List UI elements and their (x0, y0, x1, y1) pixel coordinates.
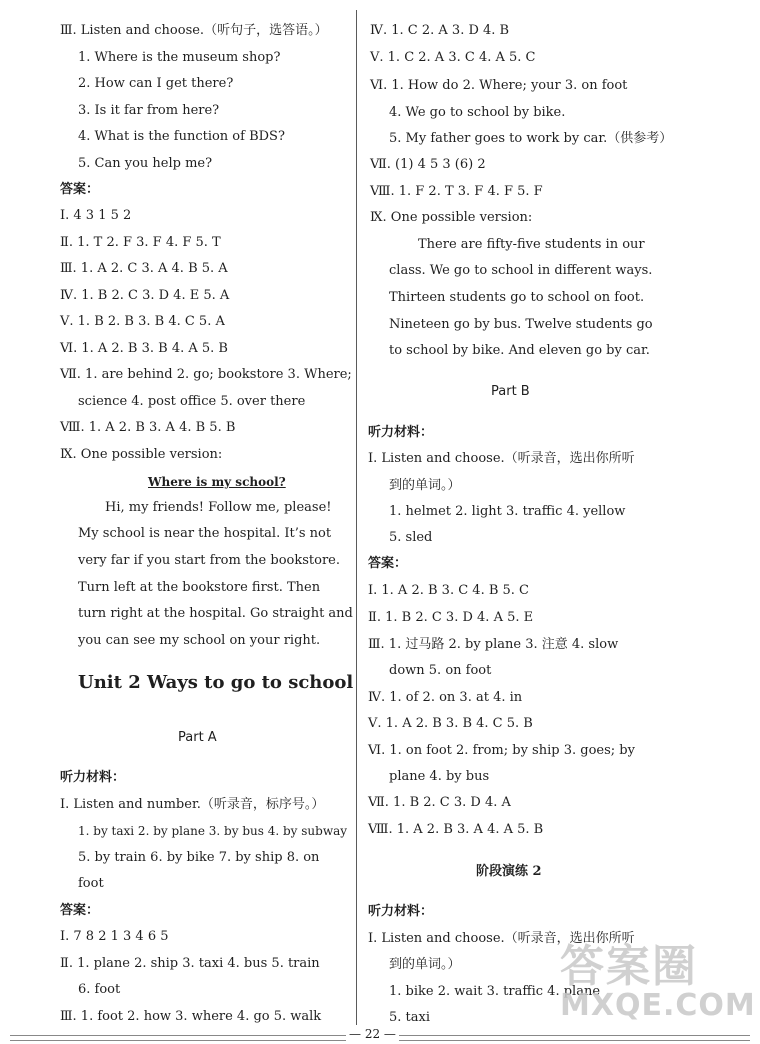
text-line: 5. sled (389, 530, 433, 545)
stage-practice-heading: 阶段演练 2 (476, 864, 542, 879)
unit-title: Unit 2 Ways to go to school (78, 672, 354, 693)
answer-line: 6. foot (78, 982, 121, 997)
answer-line: Ⅶ. 1. are behind 2. go; bookstore 3. Where; (60, 367, 352, 382)
text-line: 5. taxi (389, 1010, 430, 1025)
answer-line: Ⅷ. 1. A 2. B 3. A 4. A 5. B (368, 822, 544, 837)
text-line: 1. bike 2. wait 3. traffic 4. plane (389, 984, 601, 999)
answer-line: Ⅴ. 1. C 2. A 3. C 4. A 5. C (370, 50, 536, 65)
answer-line: Ⅸ. One possible version: (370, 210, 533, 225)
answer-line: Ⅵ. 1. on foot 2. from; by ship 3. goes; by (368, 743, 635, 758)
text-line: foot (78, 876, 104, 891)
answer-line: Ⅵ. 1. A 2. B 3. B 4. A 5. B (60, 341, 228, 356)
essay-line: very far if you start from the bookstore. (78, 553, 340, 568)
text-line: 3. Is it far from here? (78, 103, 220, 118)
essay-line: Nineteen go by bus. Twelve students go (389, 317, 653, 332)
section-heading: Ⅰ. Listen and choose.（听录音，选出你所听 (368, 931, 635, 946)
answers-heading: 答案： (60, 903, 100, 918)
answer-line: Ⅳ. 1. C 2. A 3. D 4. B (370, 23, 510, 38)
listening-heading: 听力材料： (368, 425, 434, 440)
answer-line: Ⅶ. (1) 4 5 3 (6) 2 (370, 157, 486, 172)
answer-line: Ⅰ. 7 8 2 1 3 4 6 5 (60, 929, 169, 944)
answer-line: science 4. post office 5. over there (78, 394, 306, 409)
column-divider (356, 10, 357, 1025)
text-line: 1. by taxi 2. by plane 3. by bus 4. by subway (78, 824, 348, 838)
answer-line: Ⅲ. 1. A 2. C 3. A 4. B 5. A (60, 261, 228, 276)
text-line: 2. How can I get there? (78, 76, 234, 91)
watermark-logo-text: 答案圈 (560, 941, 698, 992)
part-heading: Part A (178, 730, 217, 745)
text-line: 5. by train 6. by bike 7. by ship 8. on (78, 850, 320, 865)
answers-heading: 答案： (60, 182, 100, 197)
answer-line: Ⅲ. 1. foot 2. how 3. where 4. go 5. walk (60, 1009, 322, 1024)
answers-heading: 答案： (368, 556, 408, 571)
text-line: 1. helmet 2. light 3. traffic 4. yellow (389, 504, 626, 519)
answer-line: Ⅷ. 1. A 2. B 3. A 4. B 5. B (60, 420, 236, 435)
text-line: 1. Where is the museum shop? (78, 50, 281, 65)
answer-line: Ⅳ. 1. of 2. on 3. at 4. in (368, 690, 523, 705)
essay-line: Hi, my friends! Follow me, please! (105, 500, 332, 515)
section-heading: Ⅰ. Listen and choose.（听录音，选出你所听 (368, 451, 635, 466)
essay-title: Where is my school? (148, 475, 286, 489)
essay-line: class. We go to school in different ways. (389, 263, 653, 278)
answer-line: Ⅷ. 1. F 2. T 3. F 4. F 5. F (370, 184, 543, 199)
answer-line: Ⅰ. 4 3 1 5 2 (60, 208, 132, 223)
essay-line: Thirteen students go to school on foot. (389, 290, 645, 305)
answer-line: Ⅸ. One possible version: (60, 447, 223, 462)
essay-line: My school is near the hospital. It’s not (78, 526, 332, 541)
answer-line: Ⅱ. 1. B 2. C 3. D 4. A 5. E (368, 610, 534, 625)
answer-line: Ⅴ. 1. A 2. B 3. B 4. C 5. B (368, 716, 533, 731)
site-watermark (560, 941, 756, 1023)
listening-heading: 听力材料： (60, 770, 126, 785)
page-number: — 22 — (346, 1027, 399, 1041)
essay-line: Turn left at the bookstore first. Then (78, 580, 321, 595)
part-heading: Part B (491, 384, 530, 399)
answer-line: 4. We go to school by bike. (389, 105, 566, 120)
text-line: 5. Can you help me? (78, 156, 213, 171)
essay-line: to school by bike. And eleven go by car. (389, 343, 650, 358)
section-heading: Ⅲ. Listen and choose.（听句子，选答语。） (60, 23, 328, 38)
answer-line: Ⅴ. 1. B 2. B 3. B 4. C 5. A (60, 314, 225, 329)
answer-line: Ⅱ. 1. plane 2. ship 3. taxi 4. bus 5. train (60, 956, 320, 971)
listening-heading: 听力材料： (368, 904, 434, 919)
answer-line: Ⅰ. 1. A 2. B 3. C 4. B 5. C (368, 583, 529, 598)
watermark-url: MXQE.COM (560, 988, 756, 1023)
answer-line: Ⅳ. 1. B 2. C 3. D 4. E 5. A (60, 288, 230, 303)
answer-line: Ⅵ. 1. How do 2. Where; your 3. on foot (370, 78, 628, 93)
answer-line: down 5. on foot (389, 663, 492, 678)
answer-line: Ⅶ. 1. B 2. C 3. D 4. A (368, 795, 511, 810)
answer-line: Ⅲ. 1. 过马路 2. by plane 3. 注意 4. slow (368, 637, 619, 652)
text-line: 到的单词。） (389, 957, 461, 972)
answer-line: plane 4. by bus (389, 769, 490, 784)
section-heading: Ⅰ. Listen and number.（听录音，标序号。） (60, 797, 325, 812)
essay-line: There are fifty-five students in our (418, 237, 645, 252)
essay-line: turn right at the hospital. Go straight and (78, 606, 353, 621)
answer-line: Ⅱ. 1. T 2. F 3. F 4. F 5. T (60, 235, 221, 250)
answer-line: 5. My father goes to work by car.（供参考） (389, 131, 673, 146)
essay-line: you can see my school on your right. (78, 633, 321, 648)
text-line: 到的单词。） (389, 478, 461, 493)
text-line: 4. What is the function of BDS? (78, 129, 285, 144)
